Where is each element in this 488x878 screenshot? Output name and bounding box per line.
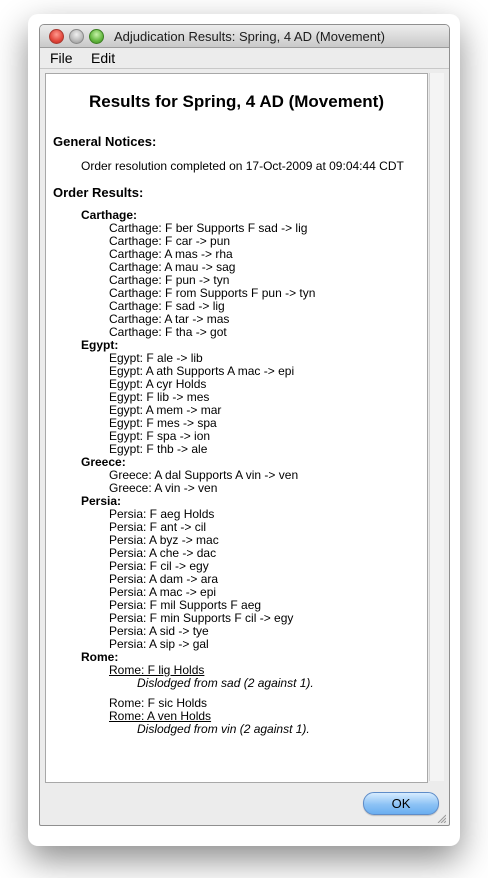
order-results-list [81, 209, 315, 743]
close-window-button[interactable] [49, 29, 64, 44]
order-line: Egypt: F lib -> mes [109, 390, 210, 404]
order-line: Rome: F sic Holds [109, 696, 208, 710]
order-line: Egypt: F ale -> lib [109, 351, 203, 365]
order-line: Carthage: F car -> pun [109, 234, 231, 248]
power-heading: Rome: [81, 650, 119, 664]
order-line: Greece: A vin -> ven [109, 481, 218, 495]
order-line: Carthage: F tha -> got [109, 325, 227, 339]
general-notices-title: General Notices: [53, 134, 157, 149]
zoom-window-button[interactable] [89, 29, 104, 44]
order-line: Egypt: A mem -> mar [109, 403, 222, 417]
order-line: Egypt: F thb -> ale [109, 442, 208, 456]
title-bar[interactable] [40, 25, 449, 48]
power-heading: Persia: [81, 494, 122, 508]
menu-file[interactable]: File [50, 50, 73, 66]
general-notice: Order resolution completed on 17-Oct-2009 at 09:04:44 CDT [81, 159, 404, 173]
order-line: Carthage: A mau -> sag [109, 260, 236, 274]
order-line: Persia: A mac -> epi [109, 585, 217, 599]
order-line: Carthage: F ber Supports F sad -> lig [109, 221, 308, 235]
dislodged-order-line: Rome: A ven Holds [109, 709, 212, 723]
order-line: Persia: F mil Supports F aeg [109, 598, 262, 612]
resize-grip-icon[interactable] [436, 813, 446, 823]
order-line: Persia: A sip -> gal [109, 637, 209, 651]
order-line: Persia: A sid -> tye [109, 624, 209, 638]
results-content-pane[interactable] [45, 73, 428, 783]
order-line: Persia: A byz -> mac [109, 533, 219, 547]
scrollbar[interactable] [429, 73, 444, 781]
menu-bar [40, 48, 449, 69]
order-line: Egypt: F spa -> ion [109, 429, 211, 443]
order-line: Persia: F min Supports F cil -> egy [109, 611, 294, 625]
order-line: Carthage: A mas -> rha [109, 247, 233, 261]
adjudication-results-window [39, 24, 450, 826]
order-line: Carthage: F sad -> lig [109, 299, 225, 313]
order-line: Persia: F ant -> cil [109, 520, 207, 534]
order-line: Egypt: A cyr Holds [109, 377, 207, 391]
order-line: Carthage: A tar -> mas [109, 312, 230, 326]
minimize-window-button[interactable] [69, 29, 84, 44]
order-results-title: Order Results: [53, 185, 144, 200]
order-line: Persia: A dam -> ara [109, 572, 219, 586]
order-line: Greece: A dal Supports A vin -> ven [109, 468, 299, 482]
window-title: Adjudication Results: Spring, 4 AD (Movement) [114, 29, 385, 44]
order-line: Carthage: F rom Supports F pun -> tyn [109, 286, 316, 300]
power-heading: Greece: [81, 455, 126, 469]
ok-button[interactable]: OK [363, 792, 439, 815]
order-line: Egypt: A ath Supports A mac -> epi [109, 364, 295, 378]
dislodged-order-line: Rome: F lig Holds [109, 663, 205, 677]
order-line: Persia: A che -> dac [109, 546, 217, 560]
menu-edit[interactable]: Edit [91, 50, 116, 66]
dislodge-note: Dislodged from sad (2 against 1). [137, 676, 314, 690]
order-line: Egypt: F mes -> spa [109, 416, 217, 430]
power-heading: Egypt: [81, 338, 119, 352]
order-line: Carthage: F pun -> tyn [109, 273, 230, 287]
dislodge-note: Dislodged from vin (2 against 1). [137, 722, 310, 736]
order-line: Persia: F aeg Holds [109, 507, 215, 521]
power-heading: Carthage: [81, 208, 138, 222]
results-heading: Results for Spring, 4 AD (Movement) [88, 92, 384, 111]
order-line: Persia: F cil -> egy [109, 559, 209, 573]
